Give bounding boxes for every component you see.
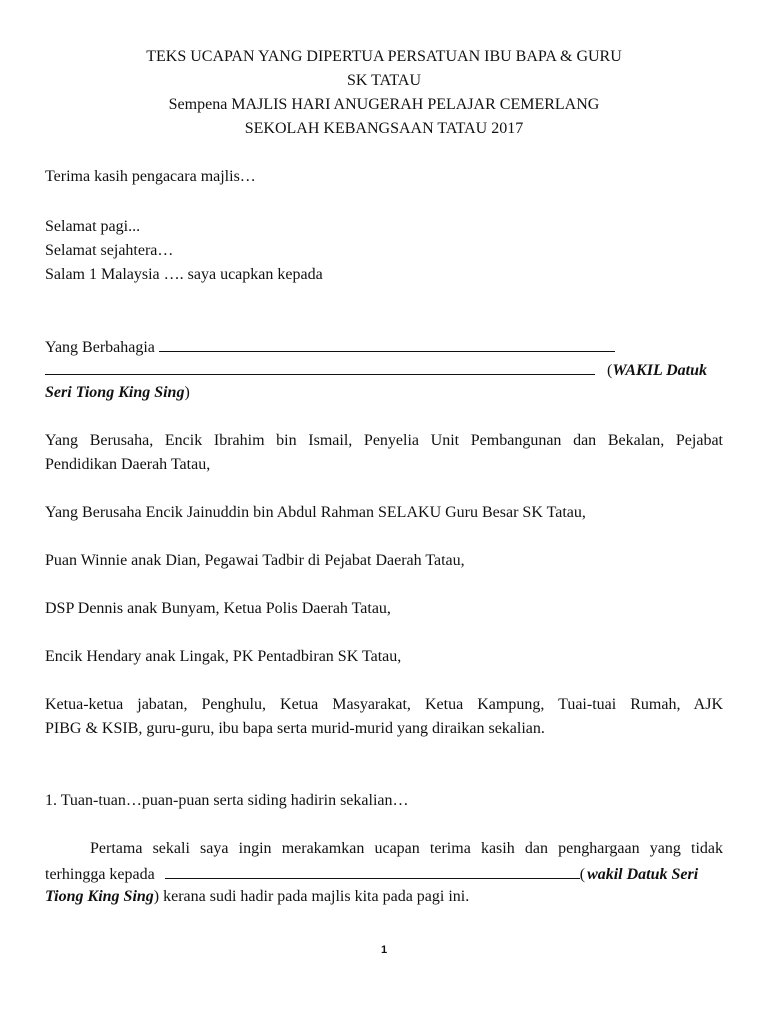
title-line-3: Sempena MAJLIS HARI ANUGERAH PELAJAR CEMERLANG [168, 96, 600, 113]
wakil-label: WAKIL Datuk [612, 362, 708, 379]
guest-dennis: DSP Dennis anak Bunyam, Ketua Polis Daerah Tatau, [45, 600, 391, 617]
page-number: 1 [380, 944, 388, 956]
name-blank [159, 336, 615, 352]
guest-jainuddin: Yang Berusaha Encik Jainuddin bin Abdul Rahman SELAKU Guru Besar SK Tatau, [45, 504, 586, 521]
berbahagia-line [45, 336, 615, 358]
guests-general-line-2: PIBG & KSIB, guru-guru, ibu bapa serta murid-murid yang diraikan sekalian. [45, 720, 545, 737]
thanks-emcee: Terima kasih pengacara majlis… [45, 168, 256, 185]
section-1-heading: 1. Tuan-tuan…puan-puan serta siding hadirin sekalian… [45, 792, 409, 809]
berbahagia-label: Yang Berbahagia [45, 339, 155, 356]
greeting-1malaysia: Salam 1 Malaysia …. saya ucapkan kepada [45, 266, 323, 283]
guests-general-line-1: Ketua-ketua jabatan, Penghulu, Ketua Masyarakat, Ketua Kampung, Tuai-tuai Rumah, AJK [45, 696, 723, 713]
guest-ibrahim-line-1: Yang Berusaha, Encik Ibrahim bin Ismail, Penyelia Unit Pembangunan dan Bekalan, Pejabat [45, 432, 723, 449]
wakil-line: (WAKIL Datuk [45, 359, 707, 381]
name-blank-continued [45, 359, 595, 375]
title-line-4: SEKOLAH KEBANGSAAN TATAU 2017 [244, 120, 524, 137]
guest-winnie: Puan Winnie anak Dian, Pegawai Tadbir di Pejabat Daerah Tatau, [45, 552, 465, 569]
section-1-line-2: terhingga kepada ( wakil Datuk Seri [45, 863, 698, 885]
wakil-name-line: Seri Tiong King Sing) [45, 384, 190, 401]
guest-blank [165, 863, 580, 879]
section-1-line-1: Pertama sekali saya ingin merakamkan ucapan terima kasih dan penghargaan yang tidak [90, 840, 723, 857]
wakil-name: Seri Tiong King Sing [45, 384, 185, 401]
guest-ibrahim-line-2: Pendidikan Daerah Tatau, [45, 456, 211, 473]
title-line-1: TEKS UCAPAN YANG DIPERTUA PERSATUAN IBU BAPA & GURU [146, 48, 622, 65]
greeting-morning: Selamat pagi... [45, 218, 141, 235]
greeting-sejahtera: Selamat sejahtera… [45, 242, 174, 259]
section-1-line-3: Tiong King Sing) kerana sudi hadir pada majlis kita pada pagi ini. [45, 888, 470, 905]
guest-hendary: Encik Hendary anak Lingak, PK Pentadbiran SK Tatau, [45, 648, 402, 665]
title-line-2: SK TATAU [346, 72, 422, 89]
